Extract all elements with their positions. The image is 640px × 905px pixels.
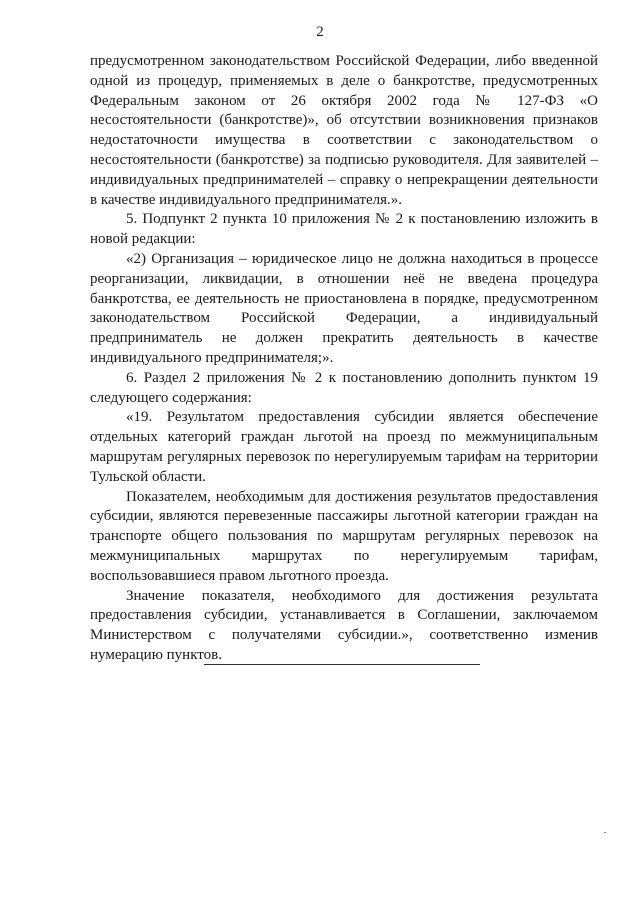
paragraph-continuation: предусмотренном законодательством Российской Федерации, либо введенной одной из процедур, применяемых в деле о банкротстве, предусмотренных Федеральным законом от 26 октября 2002 года № 127-ФЗ «О несостоятельности (банкротстве)», об отсутствии возникновения признаков недостаточности имущества в соответствии с законодательством о несостоятельности (банкротстве) за подписью руководителя. Для заявителей – индивидуальных предпринимателей – справку о непрекращении деятельности в качестве индивидуального предпринимателя.». xyxy=(90,53,598,208)
document-body xyxy=(90,52,598,666)
page-number: 2 xyxy=(316,24,324,40)
paragraph-indicator: Показателем, необходимым для достижения результатов предоставления субсидии, являются перевезенные пассажиры льготной категории граждан на транспорте общего пользования по маршрутам регулярных перевозок на межмуниципальных маршрутах по нерегулируемым тарифам, воспользовавшиеся правом льготного проезда. xyxy=(90,488,598,584)
paragraph-point-19: «19. Результатом предоставления субсидии является обеспечение отдельных категорий граждан льготой на проезд по межмуниципальным маршрутам регулярных перевозок по нерегулируемым тарифам на территории Тульской области. xyxy=(90,409,598,485)
scan-artifact xyxy=(604,832,606,833)
paragraph-item-6: 6. Раздел 2 приложения № 2 к постановлению дополнить пунктом 19 следующего содержания: xyxy=(90,369,598,406)
paragraph-indicator-value: Значение показателя, необходимого для достижения результата предоставления субсидии, устанавливается в Соглашении, заключаемом Министерством с получателями субсидии.», соответственно изменив нумерацию пунктов. xyxy=(90,587,598,663)
end-of-text-rule xyxy=(204,664,480,665)
paragraph-subitem-2-text: «2) Организация – юридическое лицо не должна находиться в процессе реорганизации, ликвидации, в отношении неё не введена процедура банкротства, ее деятельность не приостановлена в порядке, предусмотренном законодательством Российской Федерации, а индивидуальный предприниматель не должен прекратить деятельность в качестве индивидуального предпринимателя;». xyxy=(90,250,598,366)
paragraph-item-5: 5. Подпункт 2 пункта 10 приложения № 2 к постановлению изложить в новой редакции: xyxy=(90,211,598,248)
